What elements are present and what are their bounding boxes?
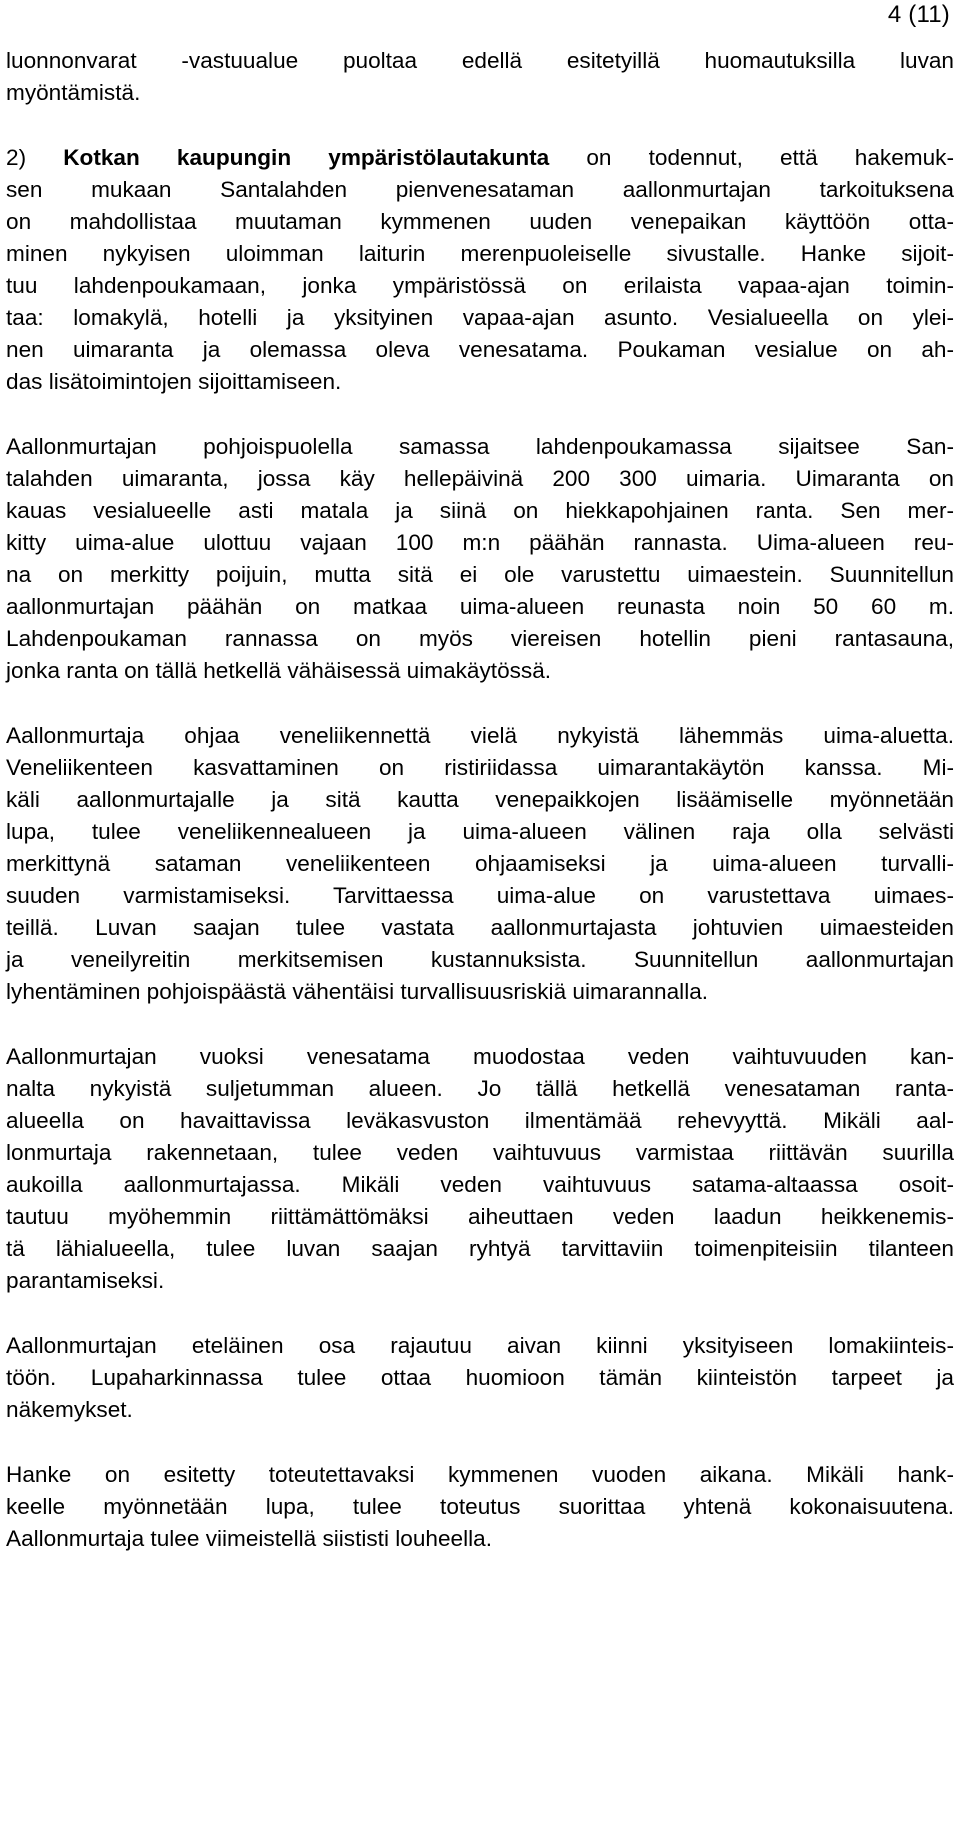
line-31: lonmurtaja rakennetaan, tulee veden vaihtuvuus varmistaa riittävän suurilla	[6, 1140, 954, 1165]
line-41: Aallonmurtaja tulee viimeistellä siististi louheella.	[6, 1526, 492, 1551]
line-23: merkittynä sataman veneliikenteen ohjaamiseksi ja uima-alueen turvalli-	[6, 851, 954, 876]
line-26: ja veneilyreitin merkitsemisen kustannuksista. Suunnitellun aallonmurtajan	[6, 947, 954, 972]
line-17: Lahdenpoukaman rannassa on myös viereisen hotellin pieni rantasauna,	[6, 626, 954, 651]
line-6: minen nykyisen uloimman laiturin merenpuoleiselle sivustalle. Hanke sijoit-	[6, 241, 954, 266]
line-34: tä lähialueella, tulee luvan saajan ryhtyä tarvittaviin toimenpiteisiin tilanteen	[6, 1236, 954, 1261]
line-14: kitty uima-alue ulottuu vajaan 100 m:n päähän rannasta. Uima-alueen reu-	[6, 530, 954, 555]
line-27: lyhentäminen pohjoispäästä vähentäisi turvallisuusriskiä uimarannalla.	[6, 979, 709, 1004]
line-32: aukoilla aallonmurtajassa. Mikäli veden vaihtuvuus satama-altaassa osoit-	[6, 1172, 954, 1197]
line-2: myöntämistä.	[6, 80, 141, 105]
line-16: aallonmurtajan päähän on matkaa uima-alueen reunasta noin 50 60 m.	[6, 594, 954, 619]
line-10: das lisätoimintojen sijoittamiseen.	[6, 369, 342, 394]
line-3-bold-subject: Kotkan kaupungin ympäristölautakunta	[63, 145, 550, 170]
line-3-prefix: 2)	[6, 145, 64, 170]
line-5: on mahdollistaa muutaman kymmenen uuden venepaikan käyttöön otta-	[6, 209, 954, 234]
line-29: nalta nykyistä suljetumman alueen. Jo tällä hetkellä venesataman ranta-	[6, 1076, 954, 1101]
page-number: 4 (11)	[887, 1, 950, 28]
line-37: töön. Lupaharkinnassa tulee ottaa huomioon tämän kiinteistön tarpeet ja	[6, 1365, 954, 1390]
line-15: na on merkitty poijuin, mutta sitä ei ole varustettu uimaestein. Suunnitellun	[6, 562, 954, 587]
line-20: Veneliikenteen kasvattaminen on ristiriidassa uimarantakäytön kanssa. Mi-	[6, 755, 954, 780]
line-18: jonka ranta on tällä hetkellä vähäisessä uimakäytössä.	[6, 658, 552, 683]
line-22: lupa, tulee veneliikennealueen ja uima-alueen välinen raja olla selvästi	[6, 819, 954, 844]
line-9: nen uimaranta ja olemassa oleva venesatama. Poukaman vesialue on ah-	[6, 337, 954, 362]
line-13: kauas vesialueelle asti matala ja siinä on hiekkapohjainen ranta. Sen mer-	[6, 498, 954, 523]
line-25: teillä. Luvan saajan tulee vastata aallonmurtajasta johtuvien uimaesteiden	[6, 915, 954, 940]
line-33: tautuu myöhemmin riittämättömäksi aiheuttaen veden laadun heikkenemis-	[6, 1204, 954, 1229]
line-3-suffix: on todennut, että hakemuk-	[549, 145, 954, 170]
line-36: Aallonmurtajan eteläinen osa rajautuu aivan kiinni yksityiseen lomakiinteis-	[6, 1333, 954, 1358]
line-19: Aallonmurtaja ohjaa veneliikennettä vielä nykyistä lähemmäs uima-aluetta.	[6, 723, 954, 748]
line-7: tuu lahdenpoukamaan, jonka ympäristössä on erilaista vapaa-ajan toimin-	[6, 273, 954, 298]
line-12: talahden uimaranta, jossa käy hellepäivinä 200 300 uimaria. Uimaranta on	[6, 466, 954, 491]
line-30: alueella on havaittavissa leväkasvuston ilmentämää rehevyyttä. Mikäli aal-	[6, 1108, 954, 1133]
line-28: Aallonmurtajan vuoksi venesatama muodostaa veden vaihtuvuuden kan-	[6, 1044, 954, 1069]
line-35: parantamiseksi.	[6, 1268, 165, 1293]
line-40: keelle myönnetään lupa, tulee toteutus suorittaa yhtenä kokonaisuutena.	[6, 1494, 954, 1519]
line-24: suuden varmistamiseksi. Tarvittaessa uima-alue on varustettava uimaes-	[6, 883, 954, 908]
line-4: sen mukaan Santalahden pienvenesataman aallonmurtajan tarkoituksena	[6, 177, 954, 202]
line-11: Aallonmurtajan pohjoispuolella samassa lahdenpoukamassa sijaitsee San-	[6, 434, 954, 459]
line-3	[6, 143, 954, 173]
line-38: näkemykset.	[6, 1397, 133, 1422]
line-8: taa: lomakylä, hotelli ja yksityinen vapaa-ajan asunto. Vesialueella on ylei-	[6, 305, 954, 330]
line-21: käli aallonmurtajalle ja sitä kautta venepaikkojen lisäämiselle myönnetään	[6, 787, 954, 812]
line-1: luonnonvarat -vastuualue puoltaa edellä esitetyillä huomautuksilla luvan	[6, 48, 954, 73]
line-39: Hanke on esitetty toteutettavaksi kymmenen vuoden aikana. Mikäli hank-	[6, 1462, 954, 1487]
